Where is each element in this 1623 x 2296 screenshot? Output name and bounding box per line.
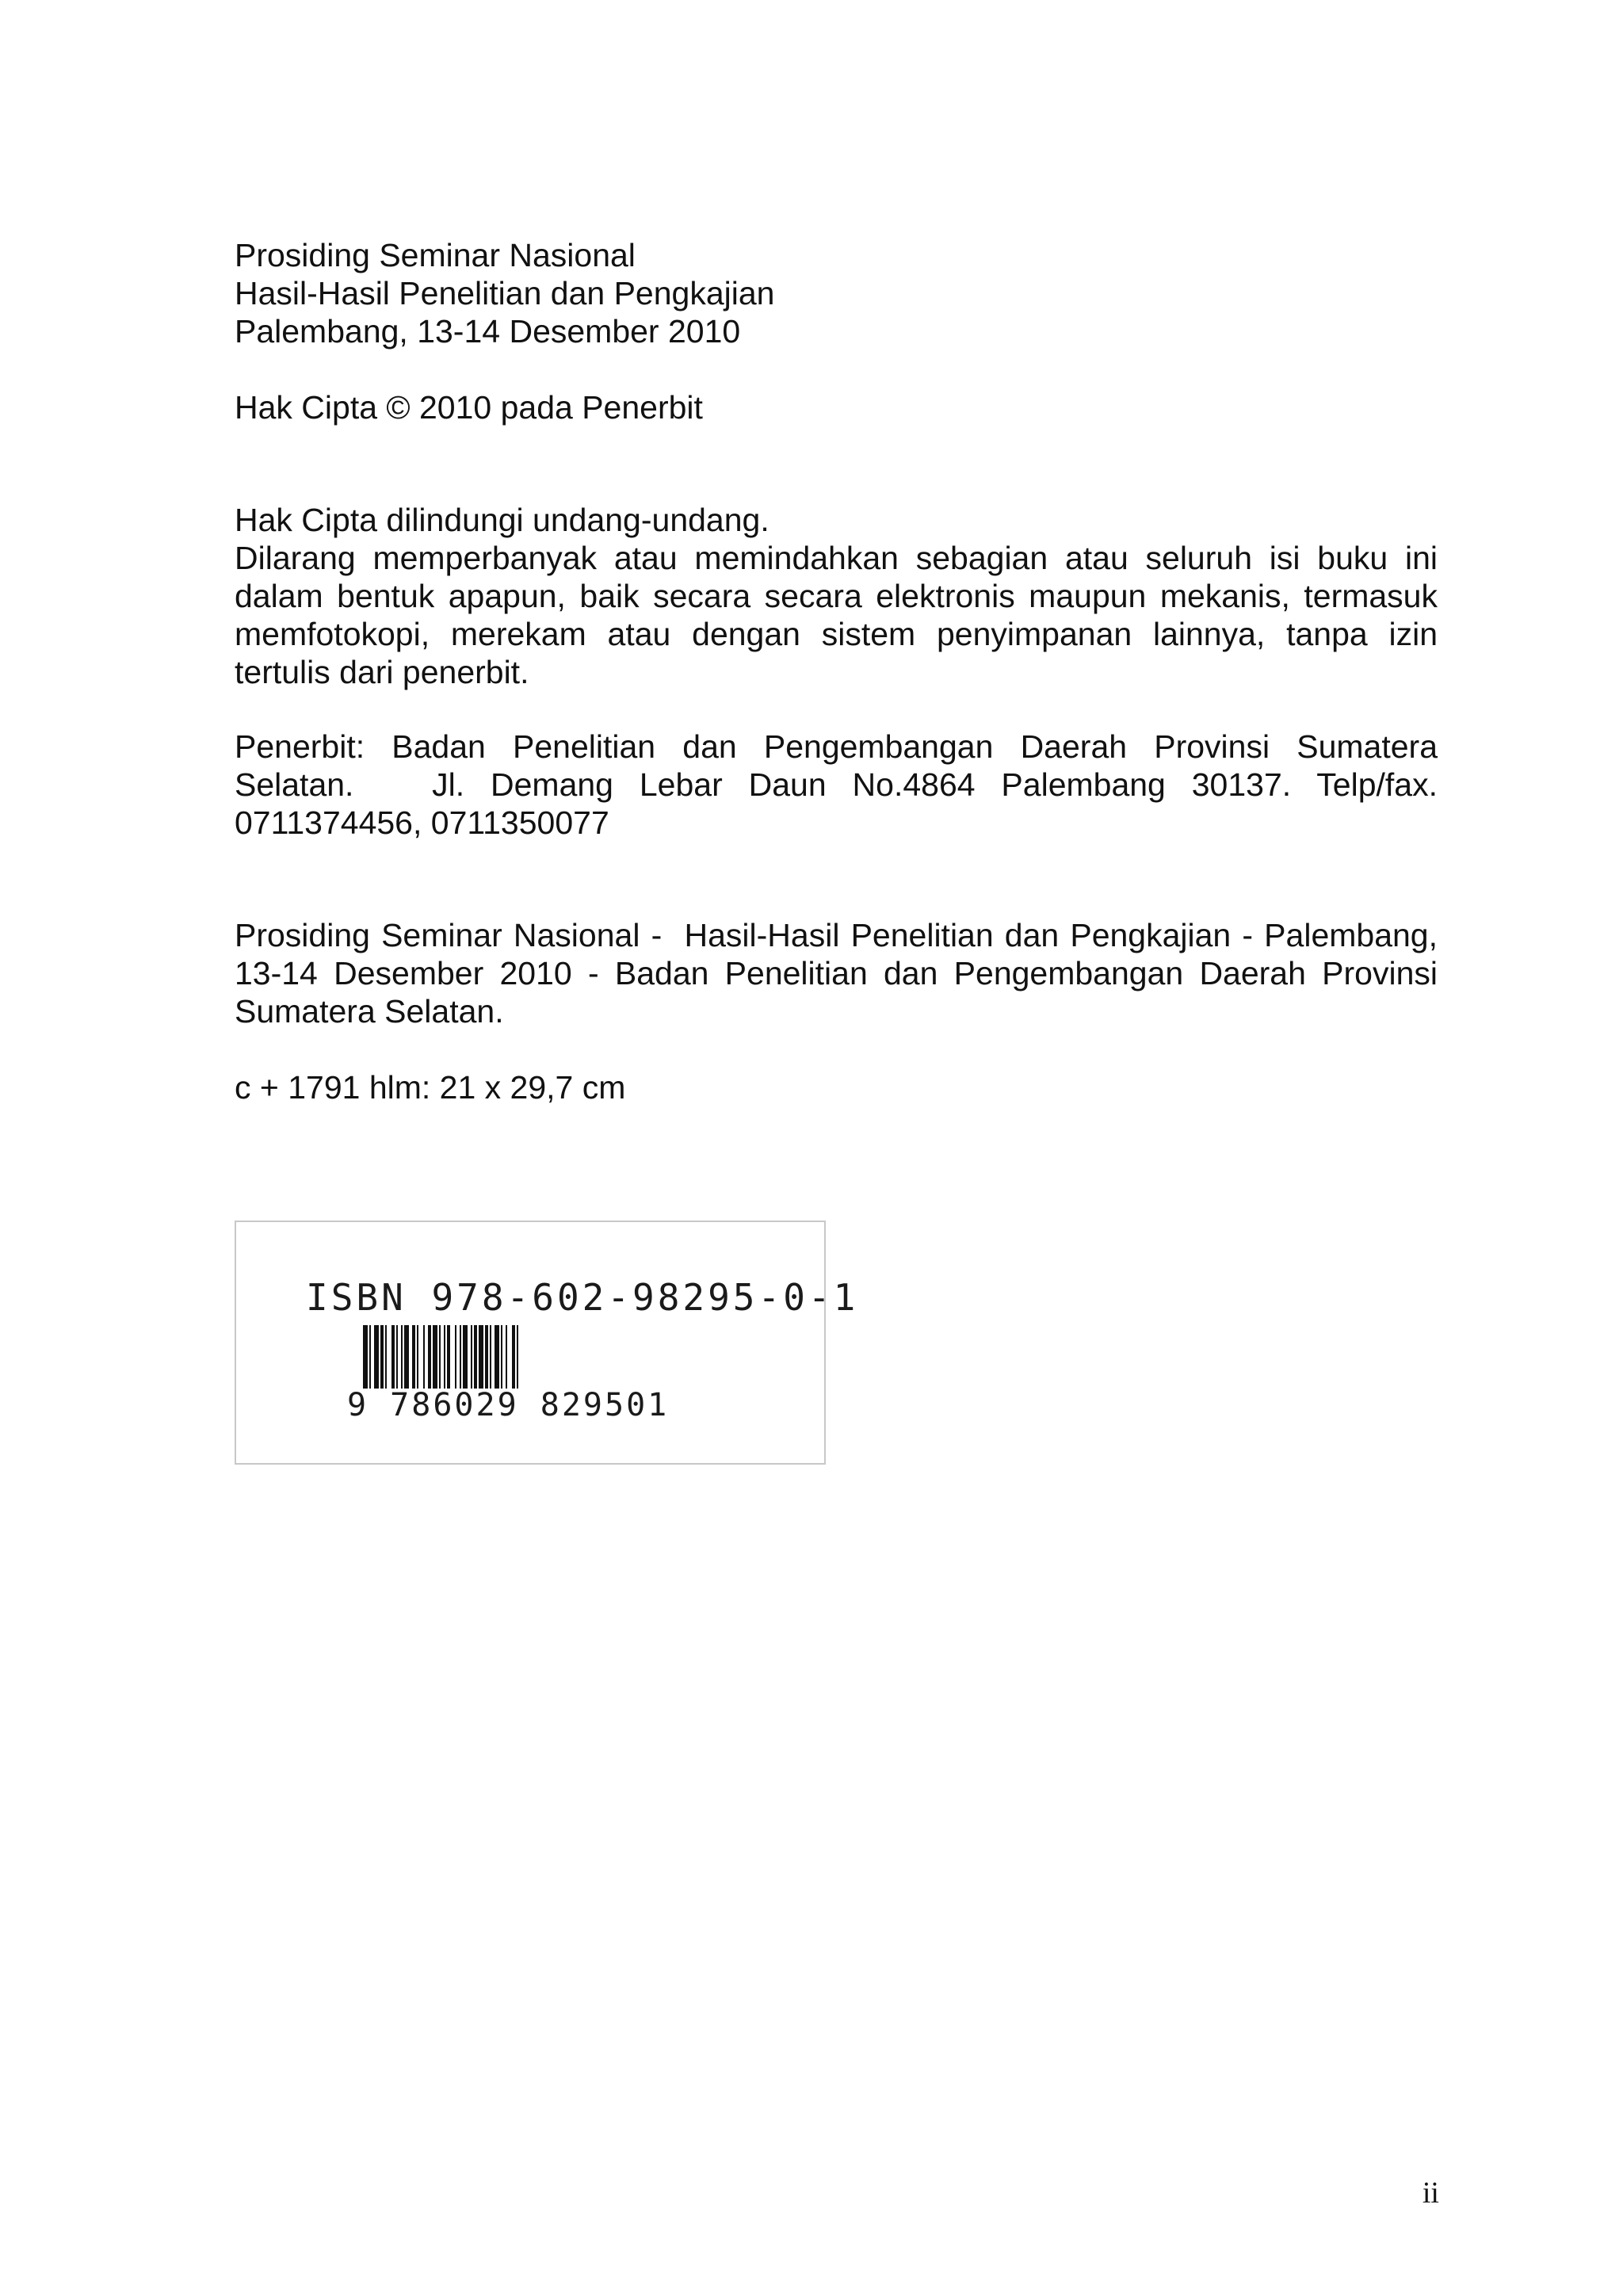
- isbn-label: ISBN 978-602-98295-0-1: [306, 1276, 859, 1319]
- publisher-block: [235, 728, 1438, 842]
- publisher-line-3: 0711374456, 0711350077: [235, 804, 609, 841]
- rights-line-3: dalam bentuk apapun, baik secara secara elektronis maupun mekanis, termasuk: [235, 578, 1438, 614]
- pages-block: [235, 1068, 1438, 1106]
- copyright-block: [235, 388, 1438, 426]
- rights-block: [235, 501, 1438, 691]
- rights-line-5: tertulis dari penerbit.: [235, 654, 529, 690]
- page-count: c + 1791 hlm: 21 x 29,7 cm: [235, 1069, 626, 1106]
- barcode-icon: [347, 1325, 680, 1389]
- header-title: Prosiding Seminar Nasional: [235, 237, 636, 273]
- copyright-text: Hak Cipta © 2010 pada Penerbit: [235, 389, 703, 426]
- header-block: [235, 236, 1438, 350]
- citation-line-3: Sumatera Selatan.: [235, 993, 504, 1030]
- barcode-digits: 9 786029 829501: [347, 1387, 670, 1423]
- publisher-line-1: Penerbit: Badan Penelitian dan Pengembangan Daerah Provinsi Sumatera: [235, 728, 1438, 765]
- citation-block: [235, 916, 1438, 1030]
- rights-line-1: Hak Cipta dilindungi undang-undang.: [235, 502, 769, 538]
- header-place-date: Palembang, 13-14 Desember 2010: [235, 313, 741, 350]
- rights-line-4: memfotokopi, merekam atau dengan sistem penyimpanan lainnya, tanpa izin: [235, 616, 1438, 652]
- header-subtitle: Hasil-Hasil Penelitian dan Pengkajian: [235, 275, 775, 311]
- page-number: ii: [1422, 2176, 1439, 2210]
- rights-line-2: Dilarang memperbanyak atau memindahkan sebagian atau seluruh isi buku ini: [235, 540, 1438, 576]
- citation-line-2: 13-14 Desember 2010 - Badan Penelitian dan Pengembangan Daerah Provinsi: [235, 955, 1438, 991]
- publisher-line-2: Selatan. Jl. Demang Lebar Daun No.4864 Palembang 30137. Telp/fax.: [235, 766, 1438, 803]
- citation-line-1: Prosiding Seminar Nasional - Hasil-Hasil Penelitian dan Pengkajian - Palembang,: [235, 917, 1438, 953]
- isbn-box: [235, 1221, 859, 1465]
